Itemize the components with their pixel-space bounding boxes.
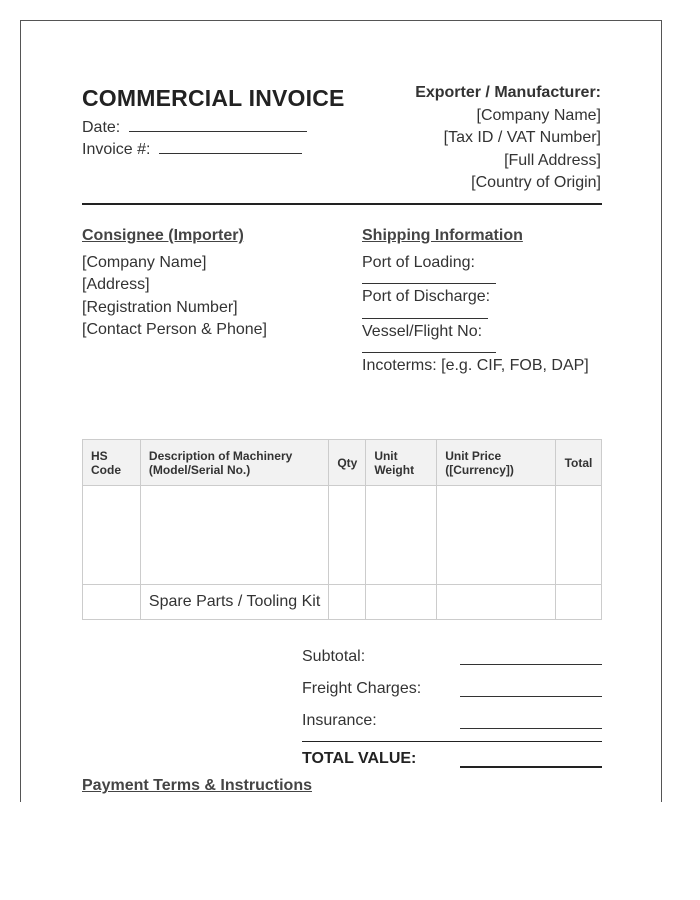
invoice-number-blank [159, 140, 302, 154]
header-hs-code: HS Code [83, 440, 141, 486]
invoice-page [20, 20, 662, 802]
exporter-block [415, 82, 601, 195]
consignee-address: [Address] [82, 276, 150, 293]
cell-total[interactable] [556, 486, 602, 585]
payment-terms-heading: Payment Terms & Instructions [82, 777, 312, 794]
subtotal-row [302, 648, 602, 668]
exporter-heading: Exporter / Manufacturer: [415, 84, 601, 101]
consignee-registration: [Registration Number] [82, 298, 238, 316]
subtotal-label: Subtotal: [302, 648, 366, 665]
exporter-country: [Country of Origin] [471, 174, 601, 191]
consignee-heading: Consignee (Importer) [82, 227, 244, 244]
total-value-row [302, 750, 602, 770]
header-qty: Qty [329, 440, 366, 486]
vessel-label: Vessel/Flight No: [362, 322, 483, 340]
table-header-row [83, 440, 602, 486]
date-field [82, 118, 307, 137]
header-divider [82, 203, 602, 205]
exporter-company: [Company Name] [476, 106, 601, 124]
port-of-discharge-blank [362, 309, 488, 319]
insurance-row [302, 712, 602, 732]
header-unit-price: Unit Price ([Currency]) [437, 440, 556, 486]
cell-unit-price[interactable] [437, 585, 556, 620]
exporter-address: [Full Address] [504, 151, 601, 169]
header-description: Description of Machinery (Model/Serial No.) [140, 440, 328, 486]
cell-unit-price[interactable] [437, 486, 556, 585]
cell-unit-weight[interactable] [366, 585, 437, 620]
cell-qty[interactable] [329, 585, 366, 620]
port-of-loading-label: Port of Loading: [362, 253, 475, 271]
header-unit-weight: Unit Weight [366, 440, 437, 486]
invoice-number-field [82, 140, 302, 159]
invoice-number-label: Invoice #: [82, 141, 151, 158]
header-total: Total [556, 440, 602, 486]
insurance-blank [460, 728, 602, 729]
totals-divider [302, 741, 602, 742]
port-of-loading-blank [362, 274, 496, 284]
table-row [83, 486, 602, 585]
cell-description[interactable] [140, 486, 328, 585]
incoterms: Incoterms: [e.g. CIF, FOB, DAP] [362, 357, 589, 374]
consignee-contact: [Contact Person & Phone] [82, 321, 267, 338]
total-value-blank [460, 766, 602, 768]
insurance-label: Insurance: [302, 712, 377, 729]
invoice-title: COMMERCIAL INVOICE [82, 85, 345, 111]
cell-total[interactable] [556, 585, 602, 620]
cell-hs-code[interactable] [83, 585, 141, 620]
table-row [83, 585, 602, 620]
spare-parts-description[interactable]: Spare Parts / Tooling Kit [140, 585, 328, 620]
consignee-block [82, 225, 267, 342]
date-blank [129, 118, 307, 132]
shipping-heading: Shipping Information [362, 227, 523, 244]
shipping-block [362, 225, 589, 378]
freight-label: Freight Charges: [302, 680, 422, 697]
exporter-tax-id: [Tax ID / VAT Number] [443, 129, 601, 146]
freight-blank [460, 696, 602, 697]
consignee-company: [Company Name] [82, 253, 207, 271]
vessel-blank [362, 343, 496, 353]
date-label: Date: [82, 119, 121, 136]
cell-qty[interactable] [329, 486, 366, 585]
freight-row [302, 680, 602, 700]
cell-unit-weight[interactable] [366, 486, 437, 585]
subtotal-blank [460, 664, 602, 665]
port-of-discharge-label: Port of Discharge: [362, 288, 491, 305]
items-table [82, 439, 602, 620]
cell-hs-code[interactable] [83, 486, 141, 585]
total-value-label: TOTAL VALUE: [302, 750, 417, 767]
